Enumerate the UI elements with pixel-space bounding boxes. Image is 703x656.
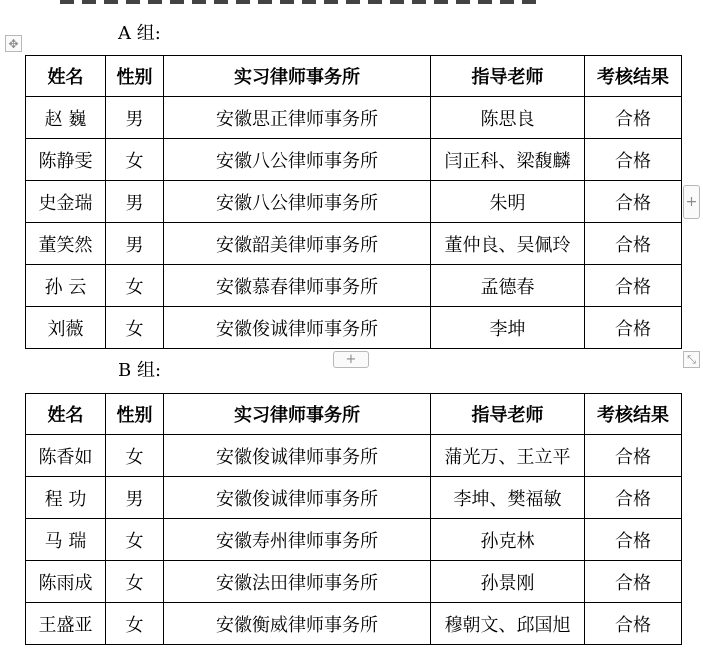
cell-name: 陈静雯 <box>26 139 106 181</box>
cell-mentor: 李坤、樊福敏 <box>431 477 585 519</box>
cell-gender: 女 <box>106 435 164 477</box>
cell-result: 合格 <box>585 265 682 307</box>
table-row <box>26 139 682 181</box>
cell-mentor: 李坤 <box>431 307 585 349</box>
cell-mentor: 朱明 <box>431 181 585 223</box>
header-mentor: 指导老师 <box>431 394 585 435</box>
table-row <box>26 307 682 349</box>
cell-gender: 男 <box>106 477 164 519</box>
cell-gender: 男 <box>106 223 164 265</box>
cell-gender: 男 <box>106 97 164 139</box>
cell-firm: 安徽俊诚律师事务所 <box>164 435 431 477</box>
header-mentor: 指导老师 <box>431 56 585 97</box>
header-result: 考核结果 <box>585 394 682 435</box>
cell-firm: 安徽八公律师事务所 <box>164 139 431 181</box>
add-row-button[interactable]: + <box>333 351 369 368</box>
cell-name: 史金瑞 <box>26 181 106 223</box>
cell-mentor: 孟德春 <box>431 265 585 307</box>
cell-firm: 安徽寿州律师事务所 <box>164 519 431 561</box>
cell-firm: 安徽思正律师事务所 <box>164 97 431 139</box>
cell-name: 董笑然 <box>26 223 106 265</box>
header-gender: 性别 <box>106 56 164 97</box>
cell-result: 合格 <box>585 435 682 477</box>
cell-firm: 安徽衡威律师事务所 <box>164 603 431 645</box>
table-row <box>26 519 682 561</box>
group-b-table <box>25 393 682 645</box>
cell-name: 王盛亚 <box>26 603 106 645</box>
cropped-heading-fragment <box>60 0 540 4</box>
cell-firm: 安徽俊诚律师事务所 <box>164 477 431 519</box>
group-a-label: A 组: <box>118 23 161 44</box>
cell-mentor: 陈思良 <box>431 97 585 139</box>
header-gender: 性别 <box>106 394 164 435</box>
cell-firm: 安徽俊诚律师事务所 <box>164 307 431 349</box>
cell-gender: 女 <box>106 307 164 349</box>
cell-result: 合格 <box>585 97 682 139</box>
table-row <box>26 223 682 265</box>
cell-gender: 女 <box>106 265 164 307</box>
cell-firm: 安徽八公律师事务所 <box>164 181 431 223</box>
cell-firm: 安徽慕春律师事务所 <box>164 265 431 307</box>
cell-result: 合格 <box>585 139 682 181</box>
table-row <box>26 477 682 519</box>
table-row <box>26 435 682 477</box>
table-move-icon[interactable]: ✥ <box>5 35 22 52</box>
cell-name: 赵 巍 <box>26 97 106 139</box>
cell-mentor: 蒲光万、王立平 <box>431 435 585 477</box>
header-firm: 实习律师事务所 <box>164 394 431 435</box>
cell-name: 程 功 <box>26 477 106 519</box>
cell-name: 马 瑞 <box>26 519 106 561</box>
cell-result: 合格 <box>585 307 682 349</box>
add-column-button[interactable]: + <box>683 185 700 219</box>
table-row <box>26 97 682 139</box>
cell-gender: 女 <box>106 561 164 603</box>
table-row <box>26 561 682 603</box>
cell-result: 合格 <box>585 223 682 265</box>
header-name: 姓名 <box>26 394 106 435</box>
cell-gender: 男 <box>106 181 164 223</box>
cell-mentor: 孙景刚 <box>431 561 585 603</box>
cell-name: 陈雨成 <box>26 561 106 603</box>
cell-gender: 女 <box>106 139 164 181</box>
table-header-row <box>26 56 682 97</box>
table-resize-icon[interactable]: ⤡ <box>683 351 700 368</box>
table-row <box>26 265 682 307</box>
cell-result: 合格 <box>585 603 682 645</box>
cell-result: 合格 <box>585 477 682 519</box>
group-b-label: B 组: <box>118 360 162 381</box>
group-a-table <box>25 55 682 349</box>
cell-name: 陈香如 <box>26 435 106 477</box>
cell-name: 孙 云 <box>26 265 106 307</box>
cell-mentor: 孙克林 <box>431 519 585 561</box>
cell-gender: 女 <box>106 603 164 645</box>
cell-mentor: 穆朝文、邱国旭 <box>431 603 585 645</box>
header-name: 姓名 <box>26 56 106 97</box>
cell-gender: 女 <box>106 519 164 561</box>
cell-firm: 安徽韶美律师事务所 <box>164 223 431 265</box>
header-firm: 实习律师事务所 <box>164 56 431 97</box>
cell-result: 合格 <box>585 519 682 561</box>
cell-mentor: 董仲良、吴佩玲 <box>431 223 585 265</box>
cell-firm: 安徽法田律师事务所 <box>164 561 431 603</box>
table-row <box>26 603 682 645</box>
table-row <box>26 181 682 223</box>
table-header-row <box>26 394 682 435</box>
cell-result: 合格 <box>585 561 682 603</box>
cell-name: 刘薇 <box>26 307 106 349</box>
cell-mentor: 闫正科、梁馥麟 <box>431 139 585 181</box>
header-result: 考核结果 <box>585 56 682 97</box>
cell-result: 合格 <box>585 181 682 223</box>
